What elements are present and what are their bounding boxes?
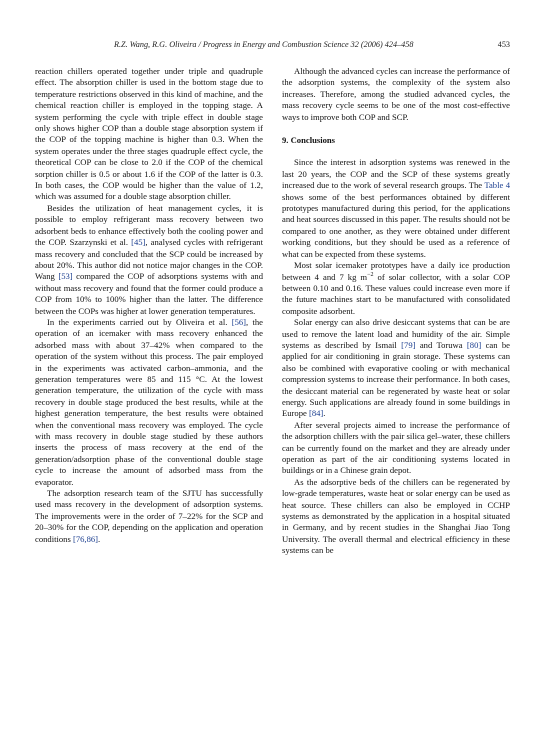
citation-link[interactable]: [76,86] [72,533,99,544]
citation-link[interactable]: [80] [466,339,482,350]
paragraph [282,260,510,317]
citation-link[interactable]: [56] [231,316,247,327]
paragraph-text: . [98,533,101,544]
section-heading: 9. Conclusions [282,135,336,146]
paragraph-text: of solar collector, with a solar COP between 0.10 and 0.16. These values could increase even more if the future machines start to be manufactured with consolidated composite adsorbent. [282,271,510,316]
right-column [282,66,510,557]
citation-link[interactable]: [45] [131,237,146,248]
page-header [34,40,510,54]
paragraph-text: shows some of the best performances obtained by different prototypes manufactured during this period, for the applications and heat sources discussed in this paper. The results should not be compared to one another, as they were obtained under different working conditions, but they should be used as a reference of what can be expected from these systems. [282,191,510,259]
paragraph-text: The adsorption research team of the SJTU has successfully used mass recovery in the development of adsorption systems. The improvements were in the order of 7–22% for the SCP and 20–30% for the COP, depending on the application and operation conditions [35,488,263,544]
table-link[interactable]: Table 4 [484,180,510,191]
paragraph-text: Since the interest in adsorption systems was renewed in the last 20 years, the COP and the SCP of these systems greatly increased due to the work of several research groups. The [282,157,510,191]
citation-link[interactable]: [79] [401,339,416,350]
paragraph-text: . [323,408,326,419]
paragraph [35,203,263,317]
citation-link[interactable]: [84] [308,408,324,419]
paragraph [282,157,510,260]
paragraph: After several projects aimed to increase the performance of the adsorption chillers with the pair silica gel–water, these chillers can be currently found on the market and they are already under operation as part of the air conditioning systems located in buildings or in a Chinese grain depot. [282,419,510,476]
paragraph-text: compared the COP of adsorptions systems with and without mass recovery and found that the former could produce a COP from 10% to 100% higher than the latter. The difference between the COPs was higher at lower generation temperatures. [35,271,264,316]
paragraph-text: Solar energy can also drive desiccant systems that can be are used to remove the latent load and humidity of the air. Simple systems as described by Ismail [282,317,510,350]
citation-link[interactable]: [53] [58,271,73,282]
paragraph: Although the advanced cycles can increase the performance of the adsorption systems, the complexity of the system also increases. Therefore, among the studied advanced cycles, the mass recovery cycle seems to be one of the most cost-effective ways to improve both COP and SCP. [282,66,510,122]
paragraph [35,488,263,545]
paragraph-text: , the operation of an icemaker with mass recovery enhanced the adsorbed mass with about 37–42% when compared to the operation of the system without this process. The pair employed in the experiments was activated carbon–ammonia, and the generation temperatures were 85 and 115 °C. At the lowest generation temperature, the utilization of the cycle with mass recovery in double stage produced the best results, while at the highest generation temperature, the best results were obtained when the conventional mass recovery was employed. The cycle with mass recovery in double stage studied by these authors inserts the process of mass recovery at the end of the generation/adsorption phase of the conventional double stage cycle to increase the amount of adsorbed mass from the evaporator. [35,316,264,487]
paragraph [35,317,263,488]
paragraph-text: Besides the utilization of heat management cycles, it is possible to employ refrigerant mass recovery between two adsorbent beds to enhance effectively both the cooling power and the COP. Szarzynski et al. [35,202,263,248]
paragraph [282,317,510,420]
paragraph-text: , analysed cycles with refrigerant mass recovery and concluded that the SCP could be increased by about 20%. This author did not notice major changes in the COP. Wang [35,237,263,282]
paragraph-text: In the experiments carried out by Oliveira et al. [47,316,232,327]
paragraph: As the adsorptive beds of the chillers can be regenerated by low-grade temperatures, waste heat or solar energy can be used as heat source. These chillers can also be employed in CCHP systems as demonstrated by the application in a hospital situated in Germany, and by recent studies in the Shanghai Jiao Tong University. The overall thermal and electrical efficiency in these systems can be [282,476,510,556]
paragraph-text: and Toruwa [415,339,467,350]
paragraph-text: Most solar icemaker prototypes have a daily ice production between 4 and 7 kg m [282,260,510,282]
page-number: 453 [497,40,510,49]
paragraph-text: can be applied for air conditioning in grain storage. These systems can also be combined with evaporative cooling or with mechanical compression systems to increase their performance. In both cases, the desiccant material can be regenerated by waste heat or solar energy. Such applications are already found in some buildings in Europe [282,339,510,419]
superscript: −2 [367,271,374,278]
paragraph: reaction chillers operated together under triple and quadruple effect. The absorption chiller is used in the bottom stage due to temperature restrictions observed in this kind of machine, and the chemical reaction chiller is employed in the topping stage. A system performing the cycle with triple effect in double stage only shows higher COP than a double stage absorption system if the COP of the topping machine is higher than 0.3. When the system operates under the three stages quadruple effect cycle, the theoretical COP can be close to 2.0 if the COP of the chemical sorption chiller is 0.5 or about 1.6 if the COP of the latter is 0.3. In both cases, the COP would be higher than the value of 1.2, which was assumed for a double stage absorption chiller. [35,66,263,202]
running-title: R.Z. Wang, R.G. Oliveira / Progress in Energy and Combustion Science 32 (2006) 424–458 [114,40,414,49]
left-column [35,66,263,545]
